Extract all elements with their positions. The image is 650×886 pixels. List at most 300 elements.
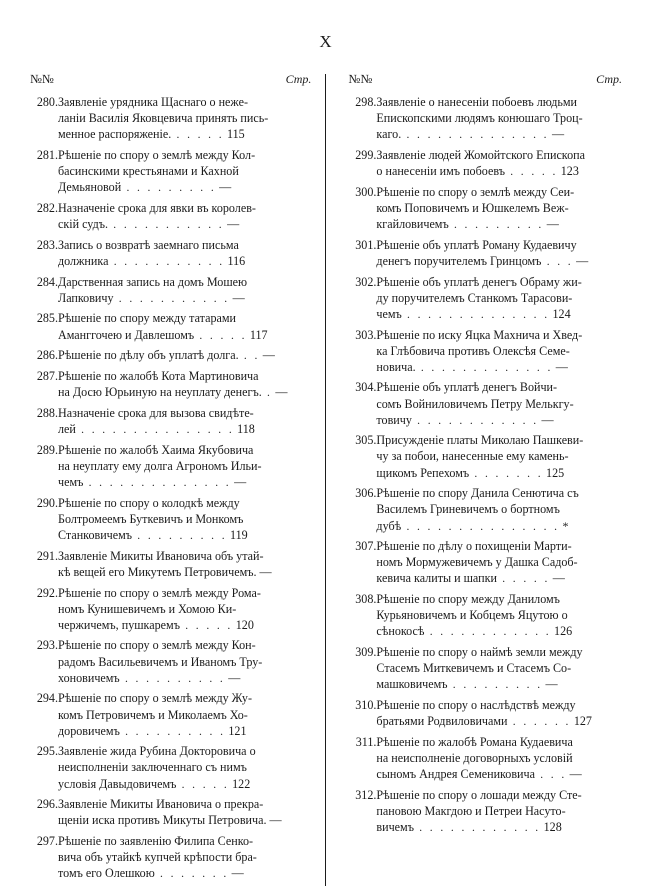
- toc-entry-line: дубѣ: [376, 518, 402, 533]
- toc-entry-number: 285.: [36, 311, 58, 326]
- toc-entry-row: [30, 94, 311, 147]
- toc-table-left: [30, 94, 311, 886]
- toc-entry-line: Рѣшеніе по жалобѣ Хаима Якубовича: [58, 442, 254, 457]
- toc-entry-row: [348, 184, 622, 237]
- toc-entry-number: 286.: [36, 348, 58, 363]
- toc-entry-line: вича объ утайкѣ купчей крѣпости бра-: [58, 850, 257, 865]
- toc-entry-page-number: 124: [549, 306, 571, 321]
- toc-entry-row: [348, 327, 622, 380]
- toc-entry-last-line: [58, 865, 311, 882]
- toc-entry-text: [58, 690, 311, 743]
- toc-entry-leader-and-page: [412, 413, 554, 427]
- toc-entry-page-number: —: [228, 866, 244, 881]
- toc-entry-page-number: —: [272, 385, 288, 400]
- toc-entry-text: [58, 637, 311, 690]
- leader-dots: . . . . . . . . . .: [119, 725, 226, 738]
- leader-dots: . . . . . . . . . . . . .: [415, 361, 553, 374]
- toc-entry-line: Заявленіе о нанесеніи побоевъ людьми: [376, 95, 578, 109]
- toc-entry-row: [30, 743, 311, 796]
- leader-dots: . . . . . . .: [469, 467, 543, 480]
- toc-entry-leader-and-page: [448, 677, 558, 691]
- toc-entry-number: 296.: [36, 797, 58, 812]
- toc-entry-line: Рѣшеніе по дѣлу объ уплатѣ долга.: [58, 348, 239, 363]
- toc-entry-leader-and-page: [239, 348, 275, 362]
- toc-entry-row: [348, 147, 622, 184]
- toc-entry-leader-and-page: [262, 385, 288, 399]
- toc-entry-line: кѣ вещей его Микутемъ Петровичемъ.: [58, 564, 257, 579]
- toc-entry-last-line: [58, 564, 311, 581]
- toc-entry-row: [30, 495, 311, 548]
- toc-entry-row: [348, 379, 622, 432]
- toc-entry-page-number: 123: [557, 164, 579, 179]
- toc-entry-line: Рѣшеніе по спору о землѣ между Рома-: [58, 585, 261, 600]
- toc-entry-line: сыномъ Андрея Семениковича: [376, 767, 535, 782]
- toc-entry-number: 299.: [355, 147, 377, 162]
- toc-entry-line: Василемъ Гриневичемъ о бортномъ: [376, 502, 560, 517]
- toc-entry-line: номъ Мормужевичемъ у Дашка Садоб-: [376, 555, 578, 570]
- toc-table-right: [348, 94, 622, 840]
- leader-dots: . . . . . . . . . . . .: [413, 822, 541, 835]
- toc-entry-number: 303.: [355, 327, 377, 342]
- toc-entry-last-line: [58, 617, 311, 634]
- toc-entry-text: [376, 379, 622, 432]
- leader-dots: . . . . . . . . . . . . . . .: [401, 520, 560, 533]
- toc-entry-row: [348, 734, 622, 787]
- toc-entry-page-number: 126: [551, 624, 573, 639]
- toc-entry-row: [30, 274, 311, 311]
- toc-entry-line: братьями Родвиловичами: [376, 714, 508, 729]
- toc-entry-number: 292.: [36, 585, 58, 600]
- toc-entry-last-line: [58, 290, 311, 307]
- toc-entry-last-line: [376, 623, 622, 640]
- toc-entry-text: [376, 644, 622, 697]
- leader-dots: . . . . .: [171, 129, 224, 142]
- toc-entry-line: скій судъ.: [58, 216, 109, 231]
- toc-entry-number: 290.: [36, 495, 58, 510]
- toc-entry-text: [58, 147, 311, 200]
- toc-entry-line: лей: [58, 422, 76, 437]
- toc-entry-line: Рѣшеніе объ уплатѣ денегъ Обрамy жи-: [376, 274, 582, 289]
- toc-entry-line: новича.: [376, 359, 416, 374]
- toc-entry-last-line: [58, 384, 311, 401]
- toc-entry-page-number: —: [224, 216, 240, 231]
- leader-dots: . . . . . . . . . . .: [108, 218, 225, 231]
- toc-entry-line: чу за побои, нанесенные ему камень-: [376, 449, 569, 464]
- toc-entry-leader-and-page: [155, 866, 244, 880]
- toc-entry-line: сомъ Войниловичемъ Петру Мелькгу-: [376, 396, 574, 411]
- toc-entry-page-number: 118: [234, 422, 255, 437]
- toc-entry-line: Болтромеемъ Буткевичъ и Монкомъ: [58, 511, 244, 526]
- toc-entry-row: [30, 237, 311, 274]
- toc-entry-leader-and-page: [469, 466, 564, 480]
- toc-entry-line: басинскими крестьянами и Кахной: [58, 164, 239, 179]
- toc-entry-number: 311.: [355, 734, 377, 749]
- toc-entry-line: Рѣшеніе по спору между Даниломъ: [376, 592, 560, 607]
- toc-entry-leader-and-page: [180, 618, 254, 632]
- toc-entry-last-line: [58, 812, 311, 829]
- toc-entry-page-number: —: [552, 359, 568, 374]
- toc-entry-leader-and-page: [132, 528, 248, 542]
- leader-dots: . . . . .: [504, 166, 558, 179]
- toc-entry-line: Рѣшеніе по дѣлу о похищеніи Марти-: [376, 539, 572, 554]
- toc-entry-leader-and-page: [108, 254, 245, 268]
- toc-entry-row: [348, 644, 622, 697]
- leader-dots: . . .: [534, 769, 567, 782]
- toc-entry-row: [30, 368, 311, 405]
- toc-entry-leader-and-page: [194, 328, 267, 342]
- toc-entry-text: [376, 538, 622, 591]
- toc-entry-page-number: —: [216, 180, 232, 195]
- toc-entry-line: неисполненіи заключеннаго съ нимъ: [58, 760, 247, 775]
- toc-entry-text: [376, 787, 622, 840]
- toc-entry-page-number: —: [548, 127, 565, 142]
- page-label: Стр.: [285, 72, 312, 86]
- toc-entry-line: Рѣшеніе по спору о землѣ между Кон-: [58, 638, 256, 653]
- toc-entry-line: пановою Макгдою и Петреи Насуто-: [376, 803, 566, 818]
- toc-entry-last-line: [376, 163, 622, 180]
- toc-entry-line: ка Глѣбовича противъ Олексѣя Семе-: [376, 343, 570, 358]
- toc-entry-text: [58, 585, 311, 638]
- numbers-label: №№: [348, 72, 373, 86]
- toc-entry-leader-and-page: [401, 519, 568, 533]
- toc-entry-line: Курьяновичемъ и Кобцемъ Яцутою о: [376, 608, 568, 623]
- toc-entry-leader-and-page: [401, 127, 564, 141]
- toc-entry-page-number: 125: [543, 465, 565, 480]
- toc-entry-text: [376, 734, 622, 787]
- toc-entry-text: [58, 237, 311, 274]
- toc-entry-row: [348, 237, 622, 274]
- toc-entry-last-line: [376, 518, 622, 535]
- toc-entry-line: на неуплату ему долга Агрономъ Ильи-: [58, 458, 262, 473]
- toc-entry-text: [376, 697, 622, 734]
- toc-entry-leader-and-page: [414, 820, 562, 834]
- leader-dots: . . . . . . . . . . . . . . .: [75, 424, 235, 437]
- toc-entry-last-line: [58, 253, 311, 270]
- toc-entry-line: Стасемъ Миткевичемъ и Стасемъ Со-: [376, 661, 572, 676]
- toc-entry-line: машковичемъ: [376, 677, 448, 692]
- leader-dots: . . . . . . . . . . .: [113, 292, 230, 305]
- page-folio: X: [319, 32, 333, 51]
- toc-entry-number: 289.: [36, 442, 58, 457]
- toc-entry-leader-and-page: [424, 624, 572, 638]
- toc-entry-leader-and-page: [416, 360, 568, 374]
- toc-entry-leader-and-page: [266, 813, 281, 827]
- toc-entry-number: 302.: [355, 274, 377, 289]
- toc-entry-page-number: —: [266, 813, 282, 828]
- toc-entry-line: денегъ поручителемъ Гринцомъ: [376, 253, 542, 268]
- toc-entry-page-number: —: [566, 767, 582, 782]
- toc-entry-row: [30, 585, 311, 638]
- toc-entry-last-line: [376, 676, 622, 693]
- leader-dots: . . . . .: [179, 619, 233, 632]
- toc-entry-last-line: [58, 776, 311, 793]
- toc-entry-row: [30, 690, 311, 743]
- toc-entry-line: Аманггочею и Давлешомъ: [58, 327, 195, 342]
- toc-entry-row: [348, 485, 622, 538]
- toc-entry-line: Заявленіе урядника Щаснаго о неже-: [58, 95, 249, 109]
- toc-entry-line: Назначеніе срока для явки въ королев-: [58, 200, 256, 215]
- toc-entry-last-line: [58, 527, 311, 544]
- leader-dots: . . . . . . . . . . . . . .: [83, 476, 232, 489]
- toc-entry-last-line: [376, 126, 622, 143]
- toc-entry-text: [376, 184, 622, 237]
- toc-entry-text: [376, 485, 622, 538]
- toc-entry-last-line: [376, 570, 622, 587]
- toc-entry-line: щеніи иска противъ Микуты Петровича.: [58, 813, 267, 828]
- toc-entry-number: 310.: [355, 698, 377, 713]
- leader-dots: . . . . . . . . . .: [119, 672, 226, 685]
- toc-column-right: [334, 72, 622, 840]
- leader-dots: . . . . . . . . .: [448, 218, 544, 231]
- toc-entry-number: 301.: [355, 237, 377, 252]
- toc-entry-page-number: 121: [225, 723, 247, 738]
- toc-entry-line: Рѣшеніе по жалобѣ Романа Кудаевича: [376, 734, 573, 749]
- toc-entry-line: Заявленіе Микиты Ивановича объ утай-: [58, 548, 264, 563]
- toc-entry-line: о нанесеніи имъ побоевъ: [376, 164, 505, 179]
- toc-entry-leader-and-page: [120, 724, 247, 738]
- toc-entry-last-line: [58, 347, 311, 364]
- toc-entry-last-line: [58, 670, 311, 687]
- toc-entry-page-number: —: [259, 348, 275, 363]
- toc-entry-number: 298.: [355, 95, 377, 109]
- toc-entry-line: Рѣшеніе объ уплатѣ Роману Кудаевичу: [376, 237, 577, 252]
- toc-entry-number: 294.: [36, 691, 58, 706]
- toc-entry-line: хоновичемъ: [58, 670, 120, 685]
- toc-entry-line: Дарственная запись на домъ Мошею: [58, 274, 248, 289]
- toc-entry-row: [30, 405, 311, 442]
- toc-entry-number: 297.: [36, 834, 58, 849]
- toc-entry-row: [30, 833, 311, 886]
- toc-entry-line: Запись о возвратѣ заемнаго письма: [58, 237, 239, 252]
- toc-entry-line: Лапковичу: [58, 290, 114, 305]
- toc-entry-line: щикомъ Репехомъ: [376, 465, 470, 480]
- toc-entry-last-line: [58, 126, 311, 143]
- toc-entry-number: 293.: [36, 638, 58, 653]
- toc-entry-row: [348, 591, 622, 644]
- toc-entry-number: 307.: [355, 539, 377, 554]
- toc-entry-line: на Досю Юрьиную на неуплату денегъ.: [58, 385, 262, 400]
- toc-entry-leader-and-page: [76, 422, 255, 436]
- toc-entry-line: Рѣшеніе по спору о землѣ между Кол-: [58, 147, 256, 162]
- toc-entry-number: 295.: [36, 744, 58, 759]
- toc-entry-row: [348, 94, 622, 147]
- toc-entry-last-line: [376, 766, 622, 783]
- leader-dots: . . . . . . . . .: [121, 182, 217, 195]
- toc-entry-text: [58, 442, 311, 495]
- toc-entry-line: кевича калиты и шапки: [376, 571, 497, 586]
- toc-entry-text: [58, 200, 311, 237]
- toc-entry-page-number: 119: [226, 527, 248, 542]
- toc-entry-last-line: [58, 474, 311, 491]
- toc-entry-text: [58, 94, 311, 147]
- toc-entry-leader-and-page: [176, 777, 250, 791]
- toc-entry-text: [376, 94, 622, 147]
- toc-entry-page-number: 116: [224, 253, 246, 268]
- toc-entry-number: 284.: [36, 274, 58, 289]
- toc-entry-number: 309.: [355, 645, 377, 660]
- toc-entry-line: Рѣшеніе по спору между татарами: [58, 311, 237, 326]
- toc-entry-line: номъ Кунишевичемъ и Хомою Ки-: [58, 601, 237, 616]
- leader-dots: . . . . . . . . . . .: [108, 255, 225, 268]
- toc-entry-leader-and-page: [541, 254, 588, 268]
- toc-entry-line: условія Давыдовичемъ: [58, 776, 177, 791]
- toc-entry-text: [58, 274, 311, 311]
- toc-entry-last-line: [376, 713, 622, 730]
- toc-entry-line: менное распоряженіе.: [58, 127, 172, 142]
- toc-entry-text: [376, 147, 622, 184]
- toc-entry-page-number: *: [559, 518, 569, 533]
- toc-entry-line: комъ Поповичемъ и Юшкелемъ Веж-: [376, 200, 569, 215]
- toc-entry-page-number: —: [231, 474, 247, 489]
- toc-entry-last-line: [58, 216, 311, 233]
- toc-entry-line: каго.: [376, 127, 402, 142]
- leader-dots: . . . . . . . . . . . .: [424, 626, 552, 639]
- toc-entry-line: вичемъ: [376, 820, 414, 835]
- toc-columns: [30, 72, 622, 886]
- leader-dots: . . . . . . . . . . . . . .: [401, 129, 549, 142]
- toc-entry-text: [376, 591, 622, 644]
- toc-entry-line: должника: [58, 253, 109, 268]
- toc-entry-number: 291.: [36, 548, 58, 563]
- toc-entry-row: [348, 538, 622, 591]
- toc-entry-page-number: —: [542, 677, 558, 692]
- toc-entry-last-line: [58, 327, 311, 344]
- toc-entry-last-line: [58, 723, 311, 740]
- toc-entry-leader-and-page: [108, 217, 239, 231]
- toc-entry-page-number: 115: [224, 127, 245, 142]
- toc-entry-line: Рѣшеніе по спору о наслѣдствѣ между: [376, 698, 576, 713]
- toc-entry-page-number: —: [256, 564, 272, 579]
- toc-entry-leader-and-page: [508, 714, 592, 728]
- toc-entry-line: ду поручителемъ Станкомъ Тарасови-: [376, 290, 573, 305]
- toc-entry-number: 280.: [36, 95, 58, 109]
- column-header-left: [30, 72, 311, 87]
- toc-entry-leader-and-page: [449, 217, 559, 231]
- toc-entry-text: [376, 274, 622, 327]
- toc-entry-last-line: [376, 359, 622, 376]
- toc-entry-page-number: 128: [540, 820, 562, 835]
- column-header-right: [348, 72, 622, 87]
- toc-entry-line: комъ Петровичемъ и Миколаемъ Хо-: [58, 707, 248, 722]
- toc-entry-number: 305.: [355, 433, 377, 448]
- toc-entry-page-number: —: [573, 253, 589, 268]
- toc-entry-line: чемъ: [376, 306, 402, 321]
- leader-dots: . . . . .: [176, 778, 230, 791]
- toc-entry-text: [58, 743, 311, 796]
- toc-entry-leader-and-page: [121, 180, 231, 194]
- toc-entry-leader-and-page: [114, 291, 245, 305]
- toc-entry-last-line: [376, 306, 622, 323]
- leader-dots: . . . . . . .: [154, 868, 229, 881]
- toc-entry-leader-and-page: [402, 307, 571, 321]
- toc-entry-last-line: [376, 412, 622, 429]
- toc-entry-row: [348, 432, 622, 485]
- toc-entry-line: Рѣшеніе по спору о наймѣ земли между: [376, 645, 583, 660]
- toc-entry-line: Рѣшеніе объ уплатѣ денегъ Войчи-: [376, 380, 558, 395]
- toc-entry-text: [58, 368, 311, 405]
- toc-entry-last-line: [58, 421, 311, 438]
- toc-entry-line: Заявленіе жида Рубина Докторовича о: [58, 744, 256, 759]
- toc-entry-leader-and-page: [120, 671, 241, 685]
- toc-entry-page-number: —: [229, 290, 245, 305]
- toc-entry-line: Рѣшеніе по спору Данила Сенютича съ: [376, 486, 579, 501]
- numbers-label: №№: [30, 72, 54, 86]
- leader-dots: . . . . . . . . . . . .: [411, 414, 539, 427]
- toc-entry-line: Станковичемъ: [58, 527, 133, 542]
- toc-entry-line: Назначеніе срока для вызова свидѣте-: [58, 405, 254, 420]
- toc-entry-last-line: [376, 465, 622, 482]
- leader-dots: . . . . .: [496, 573, 550, 586]
- leader-dots: . . . . .: [194, 329, 247, 342]
- toc-entry-line: Заявленіе Микиты Ивановича о прекра-: [58, 797, 264, 812]
- toc-column-left: [30, 72, 317, 886]
- toc-entry-row: [30, 347, 311, 368]
- toc-entry-line: Рѣшеніе по спору о колодкѣ между: [58, 495, 240, 510]
- toc-entry-line: ланіи Василія Яковцевича принять пись-: [58, 111, 269, 126]
- toc-entry-row: [30, 200, 311, 237]
- toc-entry-row: [348, 787, 622, 840]
- toc-entry-page-number: 127: [570, 714, 592, 729]
- toc-entry-text: [376, 237, 622, 274]
- toc-entry-number: 287.: [36, 369, 58, 384]
- toc-entry-line: Рѣшеніе по заявленію Филипа Сенко-: [58, 834, 254, 849]
- toc-entry-page-number: —: [549, 571, 565, 586]
- toc-entry-line: Рѣшеніе по спору о землѣ между Жу-: [58, 691, 252, 706]
- toc-entry-line: Заявленіе людей Жомойтского Епископа: [376, 147, 585, 162]
- leader-dots: . . . . . . . . .: [447, 679, 543, 692]
- toc-entry-last-line: [376, 216, 622, 233]
- toc-entry-leader-and-page: [257, 565, 272, 579]
- toc-entry-leader-and-page: [171, 127, 244, 141]
- toc-entry-number: 312.: [355, 787, 377, 802]
- toc-entry-line: на неисполненіе договорныхъ условій: [376, 751, 573, 766]
- toc-entry-number: 306.: [355, 486, 377, 501]
- toc-entry-number: 300.: [355, 184, 377, 199]
- toc-entry-page-number: —: [543, 216, 559, 231]
- toc-entry-last-line: [376, 819, 622, 836]
- toc-entry-page-number: —: [538, 412, 554, 427]
- toc-entry-line: товичу: [376, 412, 412, 427]
- toc-entry-number: 304.: [355, 380, 377, 395]
- toc-entry-line: чемъ: [58, 474, 84, 489]
- toc-entry-text: [376, 432, 622, 485]
- toc-entry-page-number: 122: [229, 776, 251, 791]
- toc-entry-line: Присужденіе платы Миколаю Пашкеви-: [376, 433, 584, 448]
- toc-entry-leader-and-page: [497, 571, 565, 585]
- toc-entry-row: [30, 147, 311, 200]
- leader-dots: . . . . . .: [507, 716, 571, 729]
- page-label: Стр.: [596, 72, 622, 86]
- toc-entry-row: [30, 310, 311, 347]
- toc-entry-number: 282.: [36, 200, 58, 215]
- leader-dots: . . . . . . . . . . . . . .: [401, 308, 550, 321]
- toc-entry-text: [58, 347, 311, 368]
- toc-entry-row: [30, 637, 311, 690]
- column-divider: [325, 74, 326, 886]
- toc-entry-text: [58, 796, 311, 833]
- toc-entry-line: Рѣшеніе по иску Яцка Махнича и Хвед-: [376, 327, 583, 342]
- toc-entry-line: чержичемъ, пушкаремъ: [58, 617, 180, 632]
- toc-entry-text: [58, 548, 311, 585]
- toc-entry-leader-and-page: [83, 475, 246, 489]
- toc-entry-page-number: —: [225, 670, 241, 685]
- toc-entry-row: [348, 274, 622, 327]
- toc-entry-number: 283.: [36, 237, 58, 252]
- toc-entry-line: Рѣшеніе по спору о лошади между Сте-: [376, 787, 582, 802]
- toc-entry-line: Рѣшеніе по спору о землѣ между Сеи-: [376, 184, 575, 199]
- toc-entry-row: [30, 548, 311, 585]
- leader-dots: .: [261, 387, 273, 400]
